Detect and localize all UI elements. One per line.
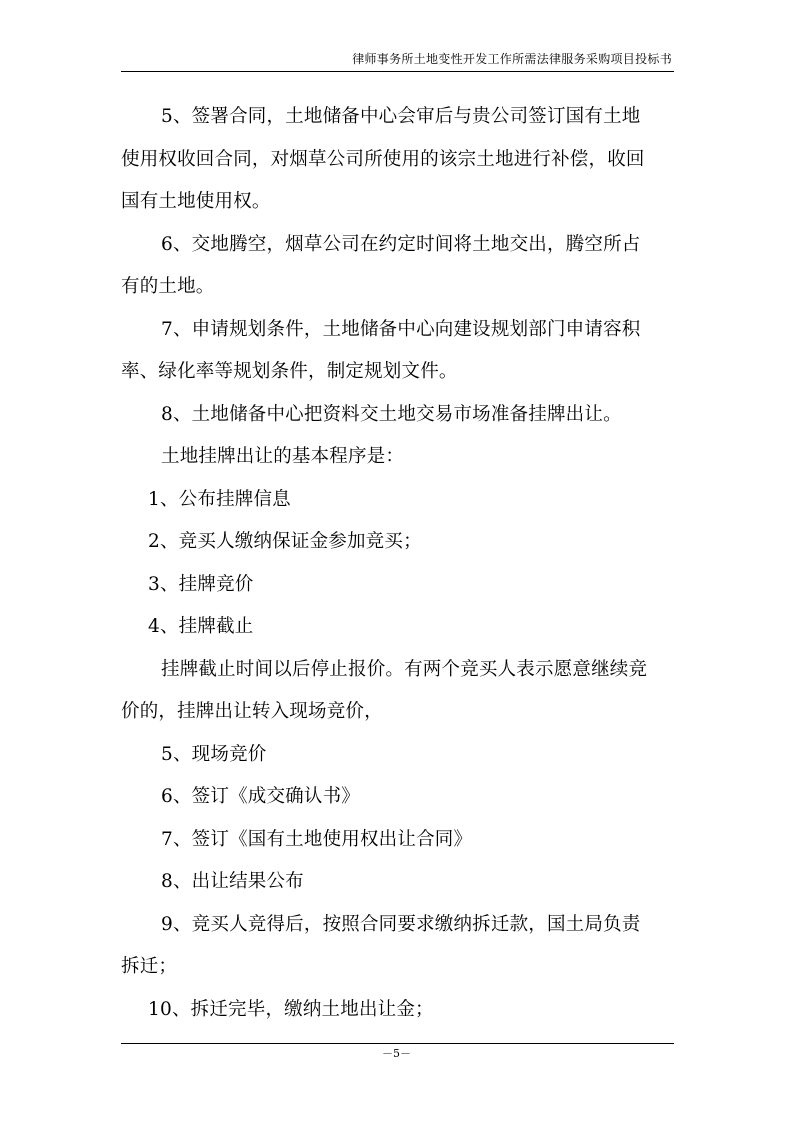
paragraph-line: 9、竞买人竞得后，按照合同要求缴纳拆迁款，国土局负责 [161, 913, 641, 935]
running-header: 律师事务所土地变性开发工作所需法律服务采购项目投标书 [352, 52, 672, 66]
list-item: 1、公布挂牌信息 [148, 488, 291, 510]
list-item: 10、拆迁完毕，缴纳土地出让金； [148, 998, 434, 1020]
paragraph-line: 有的土地。 [121, 276, 215, 297]
list-item: 2、竞买人缴纳保证金参加竞买； [148, 531, 422, 552]
list-item: 6、签订《成交确认书》 [161, 786, 360, 807]
paragraph-line: 5、签署合同，土地储备中心会审后与贵公司签订国有土地 [161, 106, 641, 127]
list-item: 4、挂牌截止 [148, 616, 254, 637]
paragraph-line: 土地挂牌出让的基本程序是： [161, 446, 405, 467]
list-item: 3、挂牌竞价 [148, 573, 254, 595]
paragraph-line: 7、申请规划条件，土地储备中心向建设规划部门申请容积 [161, 318, 641, 340]
paragraph-line: 拆迁； [121, 956, 178, 977]
footer-divider [121, 1043, 674, 1044]
paragraph-line: 率、绿化率等规划条件，制定规划文件。 [121, 361, 458, 382]
page-number: －5－ [382, 1047, 411, 1060]
list-item: 8、出让结果公布 [161, 871, 304, 892]
paragraph-line: 挂牌截止时间以后停止报价。有两个竞买人表示愿意继续竞 [161, 658, 648, 680]
header-divider [121, 71, 674, 72]
list-item: 5、现场竞价 [161, 743, 267, 765]
list-item: 7、签订《国有土地使用权出让合同》 [161, 828, 473, 850]
paragraph-line: 价的，挂牌出让转入现场竞价， [121, 701, 383, 722]
paragraph-line: 使用权收回合同，对烟草公司所使用的该宗土地进行补偿，收回 [121, 148, 645, 170]
paragraph-line: 8、土地储备中心把资料交土地交易市场准备挂牌出让。 [161, 403, 622, 425]
paragraph-line: 6、交地腾空，烟草公司在约定时间将土地交出，腾空所占 [161, 233, 641, 255]
paragraph-line: 国有土地使用权。 [121, 191, 271, 212]
document-body [121, 96, 677, 1031]
